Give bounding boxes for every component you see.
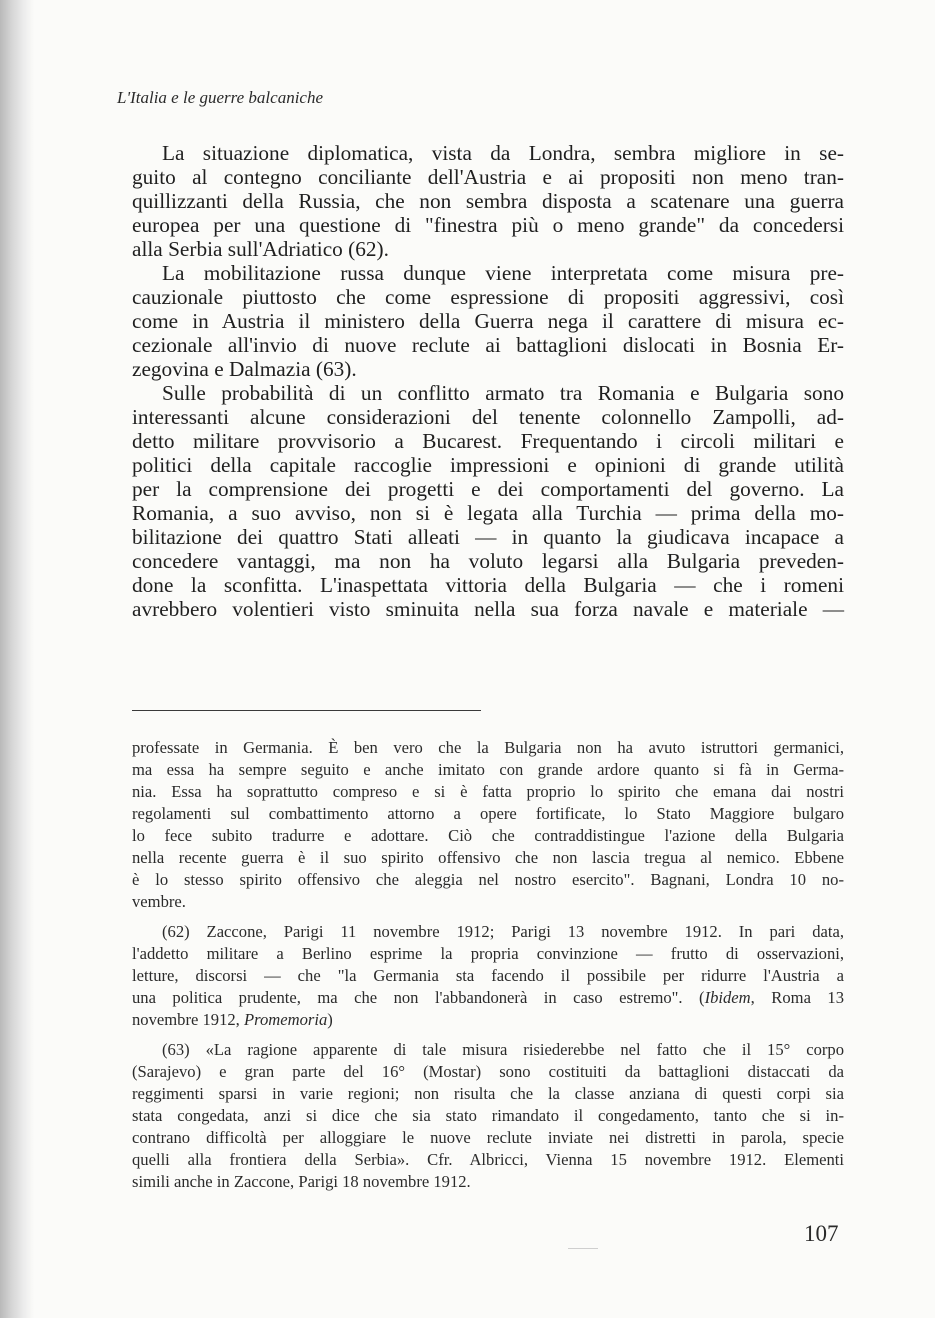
text-line: avrebbero volentieri visto sminuita nella sua forza navale e materiale —	[132, 597, 844, 621]
text-line: done la sconfitta. L'inaspettata vittoria della Bulgaria — che i romeni	[132, 573, 844, 597]
note-line: l'addetto militare a Berlino esprime la propria convinzione — frutto di osservazioni,	[132, 944, 844, 963]
citation-italic: Ibidem	[704, 988, 751, 1007]
note-line: nella recente guerra è il suo spirito offensivo che non lascia tregua al nemico. Ebbene	[132, 848, 844, 867]
text-line: detto militare provvisorio a Bucarest. Frequentando i circoli militari e	[132, 429, 844, 453]
body-paragraph	[132, 381, 844, 621]
text-line: La situazione diplomatica, vista da Londra, sembra migliore in se-	[162, 141, 844, 165]
text-line: Romania, a suo avviso, non si è legata alla Turchia — prima della mo-	[132, 501, 844, 525]
note-line: vembre.	[132, 892, 186, 911]
note-line: una politica prudente, ma che non l'abbandonerà in caso estremo". (Ibidem, Roma 13	[132, 988, 844, 1007]
note-line: è lo stesso spirito offensivo che aleggia nel nostro esercito". Bagnani, Londra 10 no-	[132, 870, 844, 889]
text-line: politici della capitale raccoglie impressioni e opinioni di grande utilità	[132, 453, 844, 477]
footnote-separator	[132, 710, 481, 711]
note-line: simili anche in Zaccone, Parigi 18 novembre 1912.	[132, 1172, 471, 1191]
citation-italic: Promemoria	[243, 1010, 328, 1029]
footnote-62	[132, 921, 844, 1031]
footnotes	[132, 737, 844, 1201]
text-line: zegovina e Dalmazia (63).	[132, 357, 357, 381]
text-line: cauzionale piuttosto che come espressione di propositi aggressivi, così	[132, 285, 844, 309]
note-line: (63) «La ragione apparente di tale misura risiederebbe nel fatto che il 15° corpo	[162, 1040, 844, 1059]
note-line: quelli alla frontiera della Serbia». Cfr. Albricci, Vienna 15 novembre 1912. Elementi	[132, 1150, 844, 1169]
note-line: ma essa ha sempre seguito e anche imitato con grande ardore quanto si fà in Germa-	[132, 760, 844, 779]
running-head: L'Italia e le guerre balcaniche	[117, 88, 324, 107]
note-line: regolamenti sul combattimento attorno a opere fortificate, lo Stato Maggiore bulgaro	[132, 804, 844, 823]
text-line: Sulle probabilità di un conflitto armato tra Romania e Bulgaria sono	[162, 381, 844, 405]
text-line: bilitazione dei quattro Stati alleati — in quanto la giudicava incapace a	[132, 525, 844, 549]
main-text	[132, 141, 844, 621]
text-line: La mobilitazione russa dunque viene interpretata come misura pre-	[162, 261, 844, 285]
text-line: interessanti alcune considerazioni del tenente colonnello Zampolli, ad-	[132, 405, 844, 429]
footnote-continuation	[132, 737, 844, 913]
binding-gutter-shadow	[0, 0, 34, 1318]
text-line: guito al contegno conciliante dell'Austria e ai propositi non meno tran-	[132, 165, 844, 189]
note-line: reggimenti sparsi in varie regioni; non risulta che la classe anziana di questi corpi sia	[132, 1084, 844, 1103]
footnote-63	[132, 1039, 844, 1193]
text-line: quillizzanti della Russia, che non sembra disposta a scatenare una guerra	[132, 189, 844, 213]
body-paragraph	[132, 141, 844, 261]
text-line: cezionale all'invio di nuove reclute ai battaglioni dislocati in Bosnia Er-	[132, 333, 844, 357]
text-line: europea per una questione di "finestra più o meno grande" da concedersi	[132, 213, 844, 237]
note-line: (62) Zaccone, Parigi 11 novembre 1912; Parigi 13 novembre 1912. In pari data,	[162, 922, 844, 941]
note-line: stata congedata, anzi si dice che sia stato rimandato il congedamento, tanto che si in-	[132, 1106, 844, 1125]
page-number: 107	[804, 1221, 839, 1246]
note-line: (Sarajevo) e gran parte del 16° (Mostar) sono costituiti da battaglioni distaccati da	[132, 1062, 844, 1081]
note-line: lo fece subito tradurre e adottare. Ciò che contraddistingue l'azione della Bulgaria	[132, 826, 844, 845]
text-line: concedere vantaggi, ma non ha voluto legarsi alla Bulgaria preveden-	[132, 549, 844, 573]
scan-artifact	[568, 1248, 598, 1249]
text-line: per la comprensione dei progetti e dei comportamenti del governo. La	[132, 477, 844, 501]
text-line: alla Serbia sull'Adriatico (62).	[132, 237, 389, 261]
note-line: novembre 1912, Promemoria)	[132, 1010, 333, 1029]
note-line: letture, discorsi — che "la Germania sta facendo il possibile per ridurre l'Austria a	[132, 966, 844, 985]
text-line: come in Austria il ministero della Guerra nega il carattere di misura ec-	[132, 309, 844, 333]
note-line: contrano difficoltà per alloggiare le nuove reclute inviate nei distretti in parola, specie	[132, 1128, 844, 1147]
note-line: professate in Germania. È ben vero che la Bulgaria non ha avuto istruttori germanici,	[132, 738, 844, 757]
note-line: nia. Essa ha soprattutto compreso e si è fatta proprio lo spirito che emana dai nostri	[132, 782, 844, 801]
body-paragraph	[132, 261, 844, 381]
